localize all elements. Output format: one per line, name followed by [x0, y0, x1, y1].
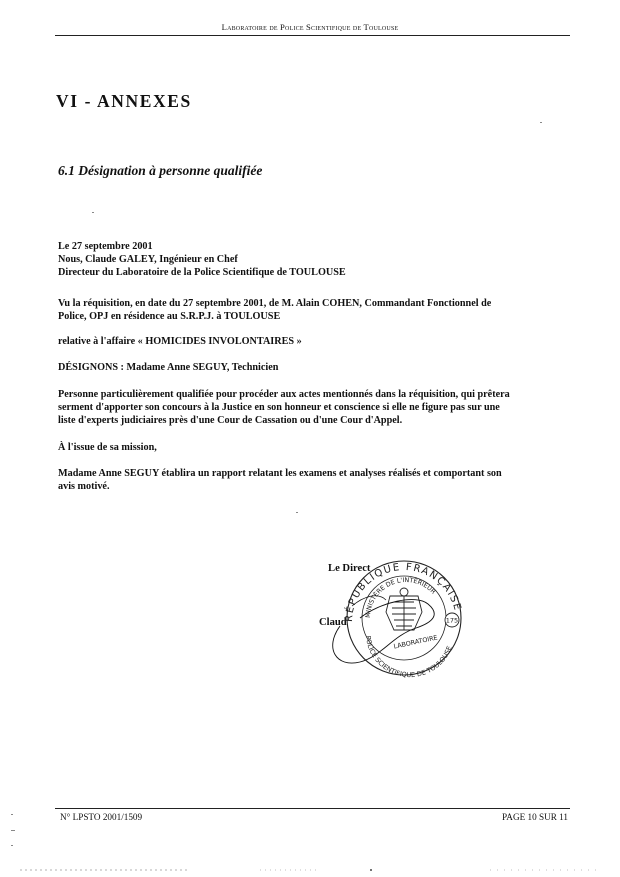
- requisition-paragraph: [58, 298, 571, 324]
- official-stamp-icon: [330, 556, 470, 682]
- lab-name: Laboratoire de Police Scientifique de Toulouse: [221, 22, 399, 32]
- signature-name: Claud: [319, 617, 347, 628]
- requisition-line-1: Vu la réquisition, en date du 27 septembre 2001, de M. Alain COHEN, Commandant Fonctionnel de: [58, 298, 492, 309]
- letter-date: Le 27 septembre 2001: [58, 241, 153, 252]
- header-rule: [55, 35, 570, 36]
- stamp-inner-text: MINISTÈRE DE L'INTÉRIEUR: [363, 575, 438, 619]
- designation-line: DÉSIGNONS : Madame Anne SEGUY, Technicien: [58, 362, 279, 373]
- scan-speck: [540, 122, 542, 123]
- footer-reference: N° LPSTO 2001/1509: [60, 812, 143, 822]
- affair-line: relative à l'affaire « HOMICIDES INVOLONTAIRES »: [58, 336, 302, 347]
- mission-paragraph: [58, 442, 571, 455]
- signature-title: Le Direct: [328, 563, 371, 574]
- stamp-bottom-text: POLICE SCIENTIFIQUE DE TOULOUSE: [363, 635, 454, 680]
- scan-speck: [11, 830, 15, 831]
- letter-opening: [58, 241, 571, 279]
- scan-edge-artifact: [20, 869, 600, 871]
- stamp-center-text: LABORATOIRE: [392, 633, 439, 651]
- sender-line-2: Directeur du Laboratoire de la Police Scientifique de TOULOUSE: [58, 266, 346, 278]
- report-line-1: Madame Anne SEGUY établira un rapport relatant les examens et analyses réalisés et comportant son: [58, 468, 502, 479]
- qualified-line-2: serment d'apporter son concours à la Justice en son honneur et conscience si elle ne figure pas sur une: [58, 401, 500, 413]
- affair-paragraph: [58, 336, 571, 349]
- scan-speck: [296, 512, 298, 513]
- scan-speck: [11, 814, 13, 815]
- report-paragraph: [58, 468, 571, 494]
- report-line-2: avis motivé.: [58, 480, 110, 492]
- sender-line-1: Nous, Claude GALEY, Ingénieur en Chef: [58, 253, 238, 265]
- page-number: PAGE 10 SUR 11: [502, 812, 568, 822]
- stamp-outer-text: RÉPUBLIQUE FRANÇAISE: [343, 561, 463, 623]
- qualification-paragraph: [58, 389, 571, 427]
- footer-rule: [55, 808, 570, 809]
- designation-paragraph: [58, 362, 571, 375]
- stamp-number: 175: [445, 616, 459, 625]
- qualified-line-3: liste d'experts judiciaires près d'une Cour de Cassation ou d'une Cour d'Appel.: [58, 414, 403, 426]
- mission-end-line: À l'issue de sa mission,: [58, 442, 157, 453]
- scan-speck: [92, 212, 94, 213]
- svg-text:RÉPUBLIQUE FRANÇAISE: [343, 562, 463, 622]
- qualified-line-1: Personne particulièrement qualifiée pour procéder aux actes mentionnés dans la réquisition, qui prêtera: [58, 389, 510, 400]
- requisition-line-2: Police, OPJ en résidence au S.R.P.J. à TOULOUSE: [58, 310, 281, 322]
- section-subtitle: 6.1 Désignation à personne qualifiée: [58, 163, 263, 178]
- scan-speck: [11, 845, 13, 846]
- section-title: VI - ANNEXES: [56, 91, 192, 111]
